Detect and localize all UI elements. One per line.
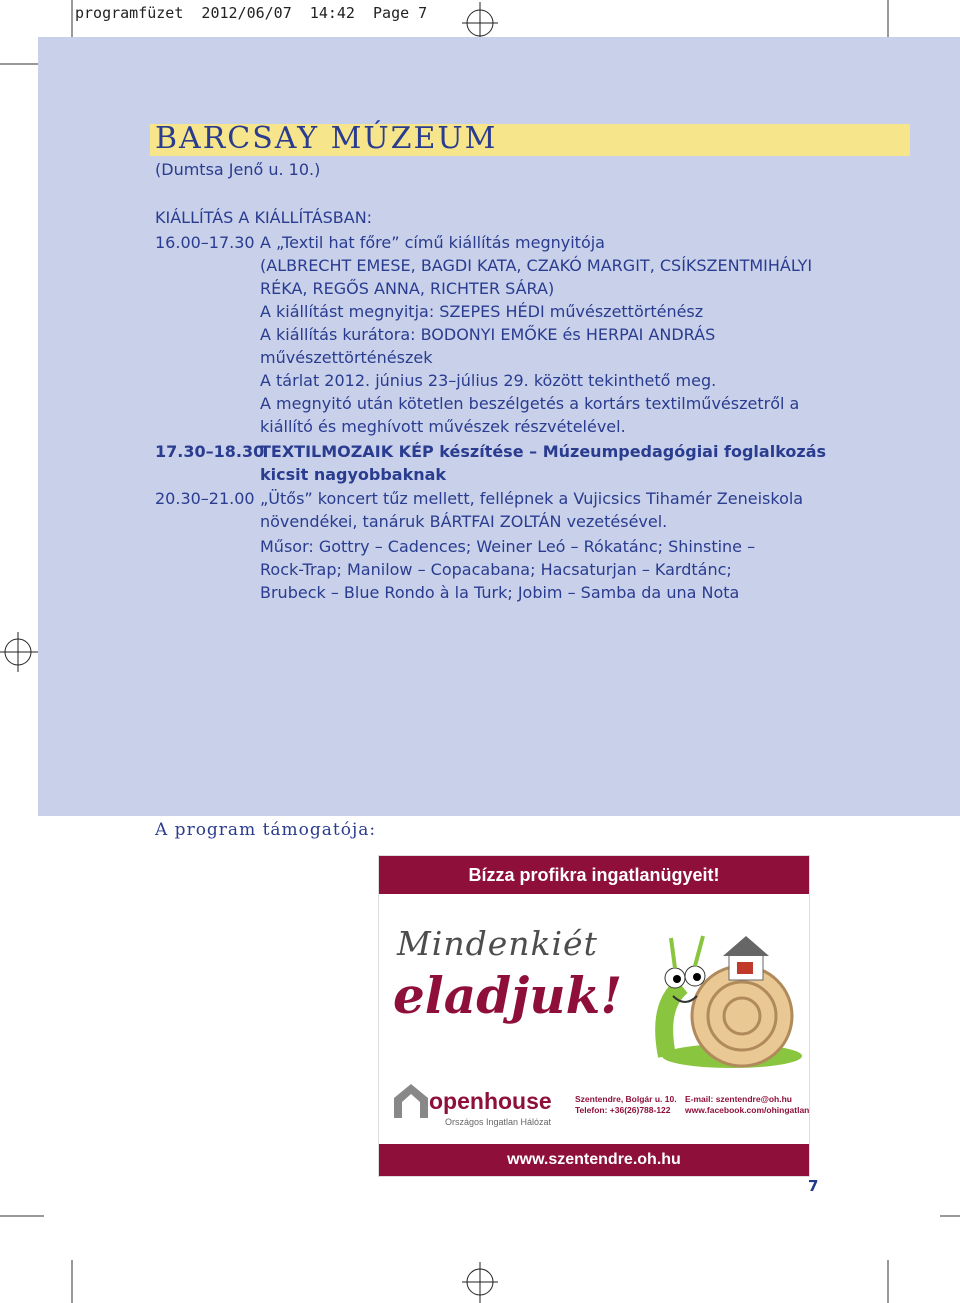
entry-time: 16.00–17.30 bbox=[155, 233, 255, 252]
entry-time: 17.30–18.30 bbox=[155, 442, 265, 461]
ad-website: www.szentendre.oh.hu bbox=[379, 1144, 809, 1176]
sponsor-advertisement bbox=[378, 855, 810, 1177]
entry-line: Rock-Trap; Manilow – Copacabana; Hacsaturjan – Kardtánc; bbox=[260, 560, 732, 579]
entry-line: A megnyitó után kötetlen beszélgetés a kortárs textilművészetről a bbox=[260, 394, 800, 413]
section-heading: KIÁLLÍTÁS A KIÁLLÍTÁSBAN: bbox=[155, 208, 373, 227]
snail-illustration bbox=[637, 916, 807, 1076]
brand-name: openhouse bbox=[429, 1088, 552, 1114]
ad-address: Szentendre, Bolgár u. 10. bbox=[575, 1094, 677, 1104]
entry-line: A tárlat 2012. június 23–július 29. között tekinthető meg. bbox=[260, 371, 717, 390]
print-slug: programfüzet 2012/06/07 14:42 Page 7 bbox=[75, 4, 428, 22]
entry-time: 20.30–21.00 bbox=[155, 489, 255, 508]
entry-line: művészettörténészek bbox=[260, 348, 433, 367]
entry-line: A „Textil hat főre” című kiállítás megnyitója bbox=[260, 233, 605, 252]
entry-line: „Ütős” koncert tűz mellett, fellépnek a Vujicsics Tihamér Zeneiskola bbox=[260, 489, 804, 508]
entry-line: A kiállítás kurátora: BODONYI EMŐKE és HERPAI ANDRÁS bbox=[260, 325, 716, 344]
ad-contact-online bbox=[685, 1094, 809, 1116]
sponsor-label: A program támogatója: bbox=[155, 820, 377, 840]
entry-line: Műsor: Gottry – Cadences; Weiner Leó – Rókatánc; Shinstine – bbox=[260, 537, 756, 556]
ad-phone: Telefon: +36(26)788-122 bbox=[575, 1105, 671, 1115]
brand-subtitle: Országos Ingatlan Hálózat bbox=[445, 1117, 552, 1127]
entry-line: TEXTILMOZAIK KÉP készítése – Múzeumpedagógiai foglalkozás bbox=[260, 442, 827, 461]
entry-line: növendékei, tanáruk BÁRTFAI ZOLTÁN vezetésével. bbox=[260, 512, 668, 531]
entry-line: kicsit nagyobbaknak bbox=[260, 465, 447, 484]
page-title: BARCSAY MÚZEUM bbox=[155, 121, 498, 156]
entry-line: (ALBRECHT EMESE, BAGDI KATA, CZAKÓ MARGIT, CSÍKSZENTMIHÁLYI bbox=[260, 256, 813, 275]
ad-facebook: www.facebook.com/ohingatlan bbox=[685, 1105, 810, 1115]
venue-address: (Dumtsa Jenő u. 10.) bbox=[155, 160, 321, 179]
page-number: 7 bbox=[808, 1177, 819, 1195]
entry-line: Brubeck – Blue Rondo à la Turk; Jobim – Samba da una Nota bbox=[260, 583, 740, 602]
entry-line: A kiállítást megnyitja: SZEPES HÉDI művészettörténész bbox=[260, 302, 704, 321]
ad-slogan-line2: eladjuk! bbox=[393, 966, 623, 1025]
entry-line: RÉKA, REGŐS ANNA, RICHTER SÁRA) bbox=[260, 279, 555, 298]
ad-headline: Bízza profikra ingatlanügyeit! bbox=[379, 856, 809, 894]
openhouse-logo-icon bbox=[394, 1084, 428, 1118]
ad-email: E-mail: szentendre@oh.hu bbox=[685, 1094, 792, 1104]
entry-line: kiállító és meghívott művészek részvételével. bbox=[260, 417, 626, 436]
ad-contact-address bbox=[575, 1094, 677, 1116]
ad-slogan-line1: Mindenkiét bbox=[397, 924, 598, 963]
